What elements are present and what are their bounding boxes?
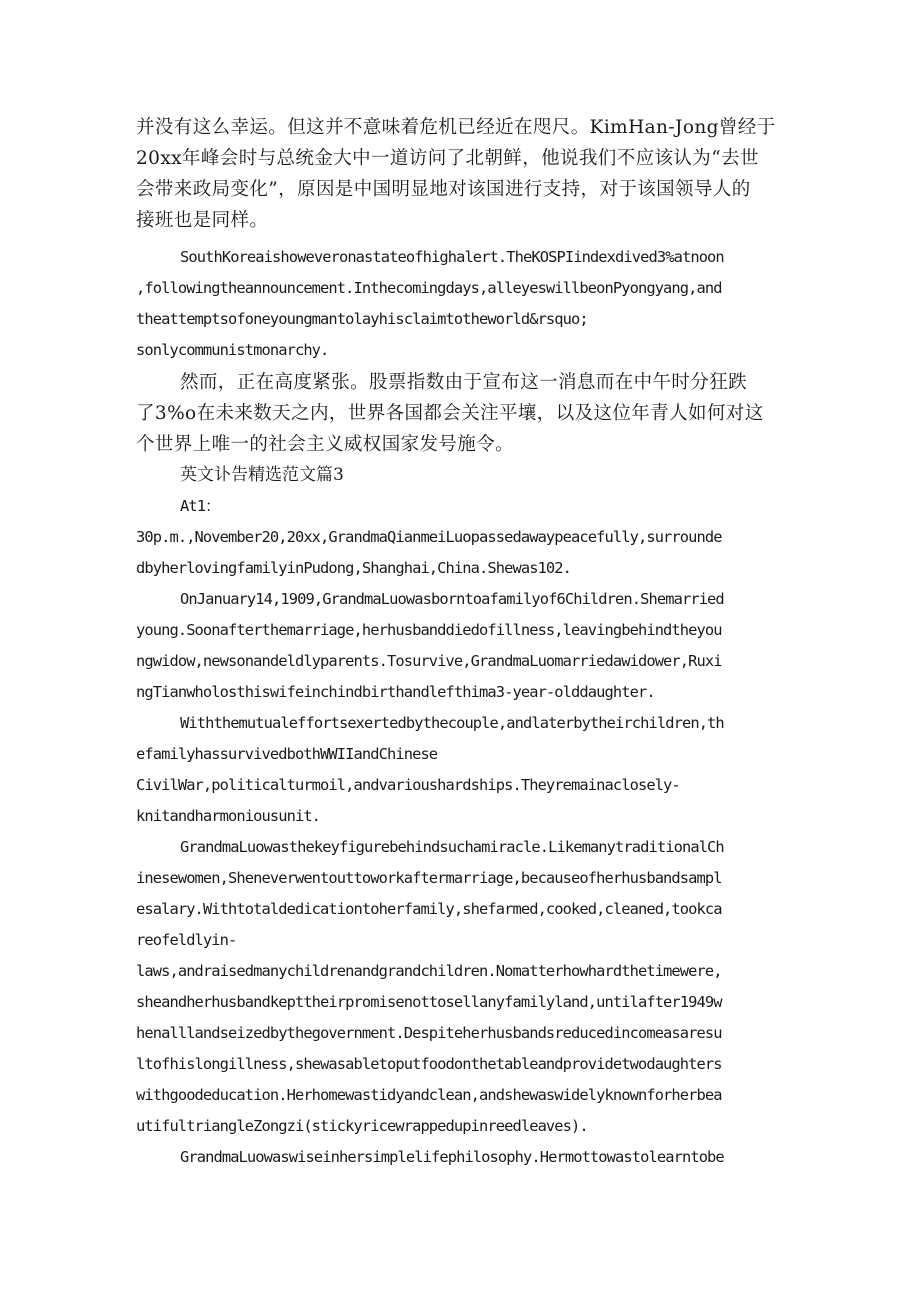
text-line: ngwidow,newsonandeldlyparents.Tosurvive,GrandmaLuomarriedawidower,Ruxi — [136, 652, 722, 670]
text-line: laws,andraisedmanychildrenandgrandchildren.Nomatterhowhardthetimewere, — [136, 962, 722, 980]
text-line: utifultriangleZongzi(stickyricewrappedupinreedleaves). — [136, 1117, 588, 1135]
text-line: ,followingtheannouncement.Inthecomingdays,alleyeswillbeonPyongyang,and — [136, 279, 722, 297]
text-line: Withthemutualeffortsexertedbythecouple,andlaterbytheirchildren,th — [180, 714, 724, 732]
text-line: GrandmaLuowaswiseinhersimplelifephilosophy.Hermottowastolearntobe — [180, 1148, 724, 1166]
text-line: knitandharmoniousunit. — [136, 807, 321, 825]
paragraph — [136, 584, 786, 708]
text-line: OnJanuary14,1909,GrandmaLuowasborntoafamilyof6Children.Shemarried — [180, 590, 724, 608]
text-line: ltofhislongillness,shewasabletoputfoodonthetableandprovidetwodaughters — [136, 1055, 722, 1073]
text-line: withgoodeducation.Herhomewastidyandclean,andshewaswidelyknownforherbea — [136, 1086, 722, 1104]
text-line: young.Soonafterthemarriage,herhusbanddiedofillness,leavingbehindtheyou — [136, 621, 722, 639]
text-line: CivilWar,politicalturmoil,andvarioushardships.Theyremainaclosely- — [136, 776, 680, 794]
text-line: sonlycommunistmonarchy. — [136, 341, 329, 359]
text-line: 英文讣告精选范文篇3 — [180, 465, 344, 485]
text-line: 30p.m.,November20,20xx,GrandmaQianmeiLuopassedawaypeacefully,surrounde — [136, 528, 722, 546]
text-line: efamilyhassurvivedbothWWIIandChinese — [136, 745, 438, 763]
paragraph — [136, 832, 786, 1142]
paragraph — [136, 242, 786, 366]
paragraph — [136, 708, 786, 832]
paragraph — [136, 522, 786, 584]
text-line: SouthKoreaishoweveronastateofhighalert.TheKOSPIindexdived3%atnoon — [180, 248, 724, 266]
paragraph — [136, 491, 786, 522]
text-line: reofeldlyin- — [136, 931, 237, 949]
text-line: theattemptsofoneyoungmantolayhisclaimtotheworld&rsquo; — [136, 310, 588, 328]
text-line: 并没有这么幸运。但这并不意味着危机已经近在咫尺。KimHan-Jong曾经于 — [136, 117, 776, 138]
text-line: ngTianwholosthiswifeinchindbirthandlefthima3-year-olddaughter. — [136, 683, 655, 701]
text-line: 个世界上唯一的社会主义威权国家发号施令。 — [136, 434, 515, 455]
text-line: dbyherlovingfamilyinPudong,Shanghai,China.Shewas102. — [136, 559, 572, 577]
section-heading — [136, 460, 786, 491]
document-body — [136, 112, 786, 1173]
text-line: 然而，正在高度紧张。股票指数由于宣布这一消息而在中午时分狂跌 — [180, 372, 748, 393]
paragraph — [136, 1142, 786, 1173]
text-line: inesewomen,Sheneverwentouttoworkaftermarriage,becauseofherhusbandsampl — [136, 869, 722, 887]
paragraph — [136, 112, 786, 236]
text-line: henalllandseizedbythegovernment.Despiteherhusbandsreducedincomeasaresu — [136, 1024, 722, 1042]
text-line: 了3%o在未来数天之内，世界各国都会关注平壤，以及这位年青人如何对这 — [136, 403, 764, 424]
text-line: esalary.Withtotaldedicationtoherfamily,shefarmed,cooked,cleaned,tookca — [136, 900, 722, 918]
text-line: 接班也是同样。 — [136, 210, 269, 231]
text-line: GrandmaLuowasthekeyfigurebehindsuchamiracle.LikemanytraditionalCh — [180, 838, 724, 856]
text-line: 会带来政局变化”，原因是中国明显地对该国进行支持，对于该国领导人的 — [136, 179, 751, 200]
paragraph — [136, 367, 786, 460]
text-line: sheandherhusbandkepttheirpromisenottosellanyfamilyland,untilafter1949w — [136, 993, 722, 1011]
text-line: 20xx年峰会时与总统金大中一道访问了北朝鲜，他说我们不应该认为“去世 — [136, 148, 759, 169]
text-line: At1： — [180, 497, 220, 515]
